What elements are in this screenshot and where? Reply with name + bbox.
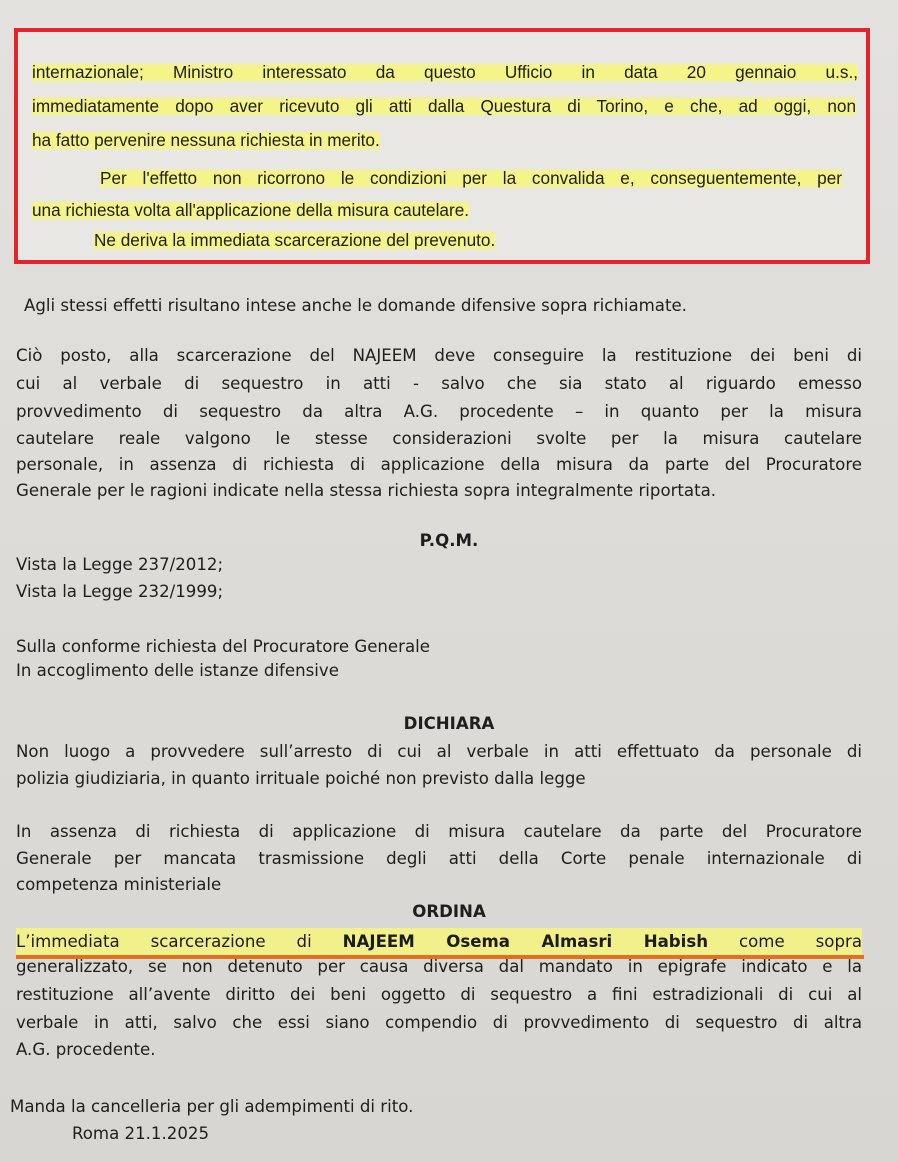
paragraph-line: Generale per le ragioni indicate nella stessa richiesta sopra integralmente riportata. <box>16 481 717 500</box>
assenza-line: In assenza di richiesta di applicazione di misura cautelare da parte del Procuratore <box>16 822 862 841</box>
ordina-post: come sopra <box>739 932 862 951</box>
vista-line: Vista la Legge 237/2012; <box>16 555 224 574</box>
date-place: Roma 21.1.2025 <box>72 1124 209 1143</box>
vista-line: Vista la Legge 232/1999; <box>16 582 224 601</box>
excerpt-line: immediatamente dopo aver ricevuto gli atti dalla Questura di Torino, e che, ad oggi, non <box>32 96 856 116</box>
excerpt-line: Per l'effetto non ricorrono le condizioni per la convalida e, conseguentemente, per <box>100 168 842 188</box>
excerpt-line: internazionale; Ministro interessato da questo Ufficio in data 20 gennaio u.s., <box>32 62 858 82</box>
paragraph-line: Ciò posto, alla scarcerazione del NAJEEM deve conseguire la restituzione dei beni di <box>16 346 862 365</box>
dichiara-heading: DICHIARA <box>403 714 495 733</box>
paragraph-line: cui al verbale di sequestro in atti - salvo che sia stato al riguardo emesso <box>16 374 862 393</box>
defendant-name: NAJEEM Osema Almasri Habish <box>342 932 709 951</box>
richiesta-line: In accoglimento delle istanze difensive <box>16 661 339 680</box>
paragraph-line: provvedimento di sequestro da altra A.G. procedente – in quanto per la misura <box>16 402 862 421</box>
ordina-line: A.G. procedente. <box>16 1040 156 1059</box>
pqm-heading: P.Q.M. <box>419 531 479 550</box>
excerpt-line: una richiesta volta all'applicazione della misura cautelare. <box>32 200 470 220</box>
ordina-line: verbale in atti, salvo che essi siano compendio di provvedimento di sequestro di altra <box>16 1013 862 1032</box>
manda-line: Manda la cancelleria per gli adempimenti di rito. <box>10 1097 414 1116</box>
richiesta-line: Sulla conforme richiesta del Procuratore Generale <box>16 637 430 656</box>
paragraph-line: cautelare reale valgono le stesse considerazioni svolte per la misura cautelare <box>16 429 862 448</box>
ordina-heading: ORDINA <box>412 902 486 921</box>
assenza-line: Generale per mancata trasmissione degli atti della Corte penale internazionale di <box>16 849 862 868</box>
ordina-pre: L’immediata scarcerazione di <box>16 932 312 951</box>
excerpt-line: Ne deriva la immediata scarcerazione del prevenuto. <box>94 230 496 250</box>
dichiara-line: polizia giudiziaria, in quanto irrituale poiché non previsto dalla legge <box>16 769 586 788</box>
paragraph-line: personale, in assenza di richiesta di applicazione della misura da parte del Procuratore <box>16 455 862 474</box>
excerpt-line: ha fatto pervenire nessuna richiesta in merito. <box>32 130 380 150</box>
paragraph-domande: Agli stessi effetti risultano intese anche le domande difensive sopra richiamate. <box>24 296 687 315</box>
ordina-highlighted-line <box>16 928 862 956</box>
ordina-line: generalizzato, se non detenuto per causa diversa dal mandato in epigrafe indicato e la <box>16 957 862 976</box>
ordina-line: restituzione all’avente diritto dei beni oggetto di sequestro a fini estradizionali di cui al <box>16 985 862 1004</box>
highlighted-excerpt-box <box>14 28 870 264</box>
assenza-line: competenza ministeriale <box>16 875 222 894</box>
dichiara-line: Non luogo a provvedere sull’arresto di cui al verbale in atti effettuato da personale di <box>16 742 862 761</box>
